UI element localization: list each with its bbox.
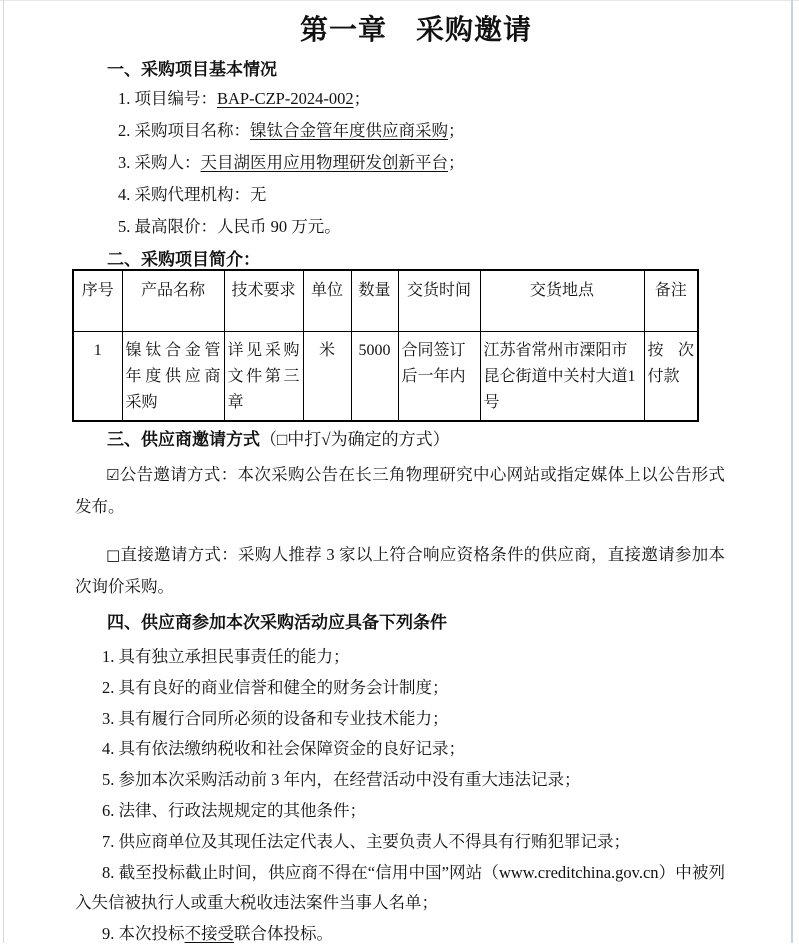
table-cell-delivery-time: 合同签订后一年内 [398, 331, 480, 421]
table-cell-qty: 5000 [351, 331, 398, 421]
section4-heading: 四、供应商参加本次采购活动应具备下列条件 [107, 613, 447, 632]
page-left-edge [3, 0, 4, 943]
table-header-cell: 备注 [644, 270, 698, 331]
table-cell-product: 镍钛合金管年度供应商采购 [122, 331, 224, 421]
table-header-cell: 数量 [351, 270, 398, 331]
page-top-edge [0, 0, 799, 1]
list-item [75, 642, 725, 673]
list-item [75, 827, 725, 858]
section1-list [75, 83, 725, 243]
invitation-option-direct [75, 539, 725, 603]
table-cell-tech: 详见采购文件第三章 [224, 331, 303, 421]
list-item [75, 83, 725, 115]
invitation-option-announcement [75, 459, 725, 523]
item-text: 1. 具有独立承担民事责任的能力； [102, 647, 350, 666]
item-text: 5. 最高限价：人民币 90 万元。 [118, 217, 341, 236]
table-header-cell: 序号 [73, 270, 122, 331]
list-item [75, 147, 725, 179]
item-text: 2. 采购项目名称： [118, 121, 250, 140]
purchaser-name: 天目湖医用应用物理研发创新平台 [200, 153, 448, 172]
table-header-row [73, 270, 698, 331]
table-header-cell: 交货地点 [480, 270, 644, 331]
item-text: 5. 参加本次采购活动前 3 年内，在经营活动中没有重大违法记录； [102, 770, 581, 790]
section3-heading [75, 425, 725, 450]
list-item [75, 765, 725, 796]
list-item [75, 796, 725, 827]
list-item [75, 211, 725, 243]
item-text: 4. 采购代理机构：无 [118, 185, 267, 204]
list-item [75, 179, 725, 211]
unchecked-checkbox-icon: □ [106, 546, 121, 564]
section3-heading-note: （□中打√为确定的方式） [260, 430, 450, 449]
table-cell-unit: 米 [303, 331, 351, 421]
item-suffix: ； [448, 121, 465, 140]
item-text: 7. 供应商单位及其现任法定代表人、主要负责人不得具有行贿犯罪记录； [102, 831, 630, 851]
section2-heading: 二、采购项目简介： [107, 250, 260, 269]
option-text: 直接邀请方式：采购人推荐 3 家以上符合响应资格条件的供应商，直接邀请参加本次询价采购。 [75, 545, 725, 596]
section1-heading: 一、采购项目基本情况 [107, 60, 277, 79]
list-item [75, 115, 725, 147]
item-suffix: 联合体投标。 [234, 924, 333, 944]
item-text: 4. 具有依法缴纳税收和社会保障资金的良好记录； [102, 739, 465, 759]
table-cell-note: 按次付款 [644, 331, 698, 421]
page-title: 第一章 采购邀请 [299, 14, 532, 45]
project-number: BAP-CZP-2024-002 [217, 89, 354, 108]
procurement-summary-table [72, 269, 699, 422]
section4-list [75, 642, 725, 950]
table-cell-seq: 1 [73, 331, 122, 421]
table-header-cell: 技术要求 [224, 270, 303, 331]
project-name: 镍钛合金管年度供应商采购 [250, 121, 448, 140]
list-item [75, 673, 725, 704]
item-text: 8. 截至投标截止时间，供应商不得在“信用中国”网站（www.creditchina.gov.cn）中被列入失信被执行人或重大税收违法案件当事人名单； [75, 862, 725, 913]
table-header-cell: 单位 [303, 270, 351, 331]
checked-checkbox-icon: ☑ [106, 466, 120, 484]
table-row [73, 331, 698, 421]
list-item [75, 858, 725, 920]
item-text: 9. 本次投标 [102, 924, 185, 944]
item-text: 3. 具有履行合同所必须的设备和专业技术能力； [102, 708, 449, 728]
table-header-cell: 产品名称 [122, 270, 224, 331]
item-text: 3. 采购人： [118, 153, 201, 172]
table-cell-delivery-place: 江苏省常州市溧阳市昆仑街道中关村大道1号 [480, 331, 644, 421]
table-header-cell: 交货时间 [398, 270, 480, 331]
option-text: 公告邀请方式：本次采购公告在长三角物理研究中心网站或指定媒体上以公告形式发布。 [75, 465, 725, 516]
item-text: 1. 项目编号： [118, 89, 217, 108]
item-text: 2. 具有良好的商业信誉和健全的财务会计制度； [102, 677, 449, 697]
not-accepted-emphasis: 不接受 [184, 924, 234, 944]
list-item [75, 734, 725, 765]
item-suffix: ； [448, 153, 465, 172]
item-suffix: ； [353, 89, 371, 108]
list-item [75, 704, 725, 735]
section3-heading-text: 三、供应商邀请方式 [107, 430, 260, 449]
page-right-edge [791, 0, 793, 943]
item-text: 6. 法律、行政法规规定的其他条件； [102, 800, 366, 820]
list-item [75, 919, 725, 950]
